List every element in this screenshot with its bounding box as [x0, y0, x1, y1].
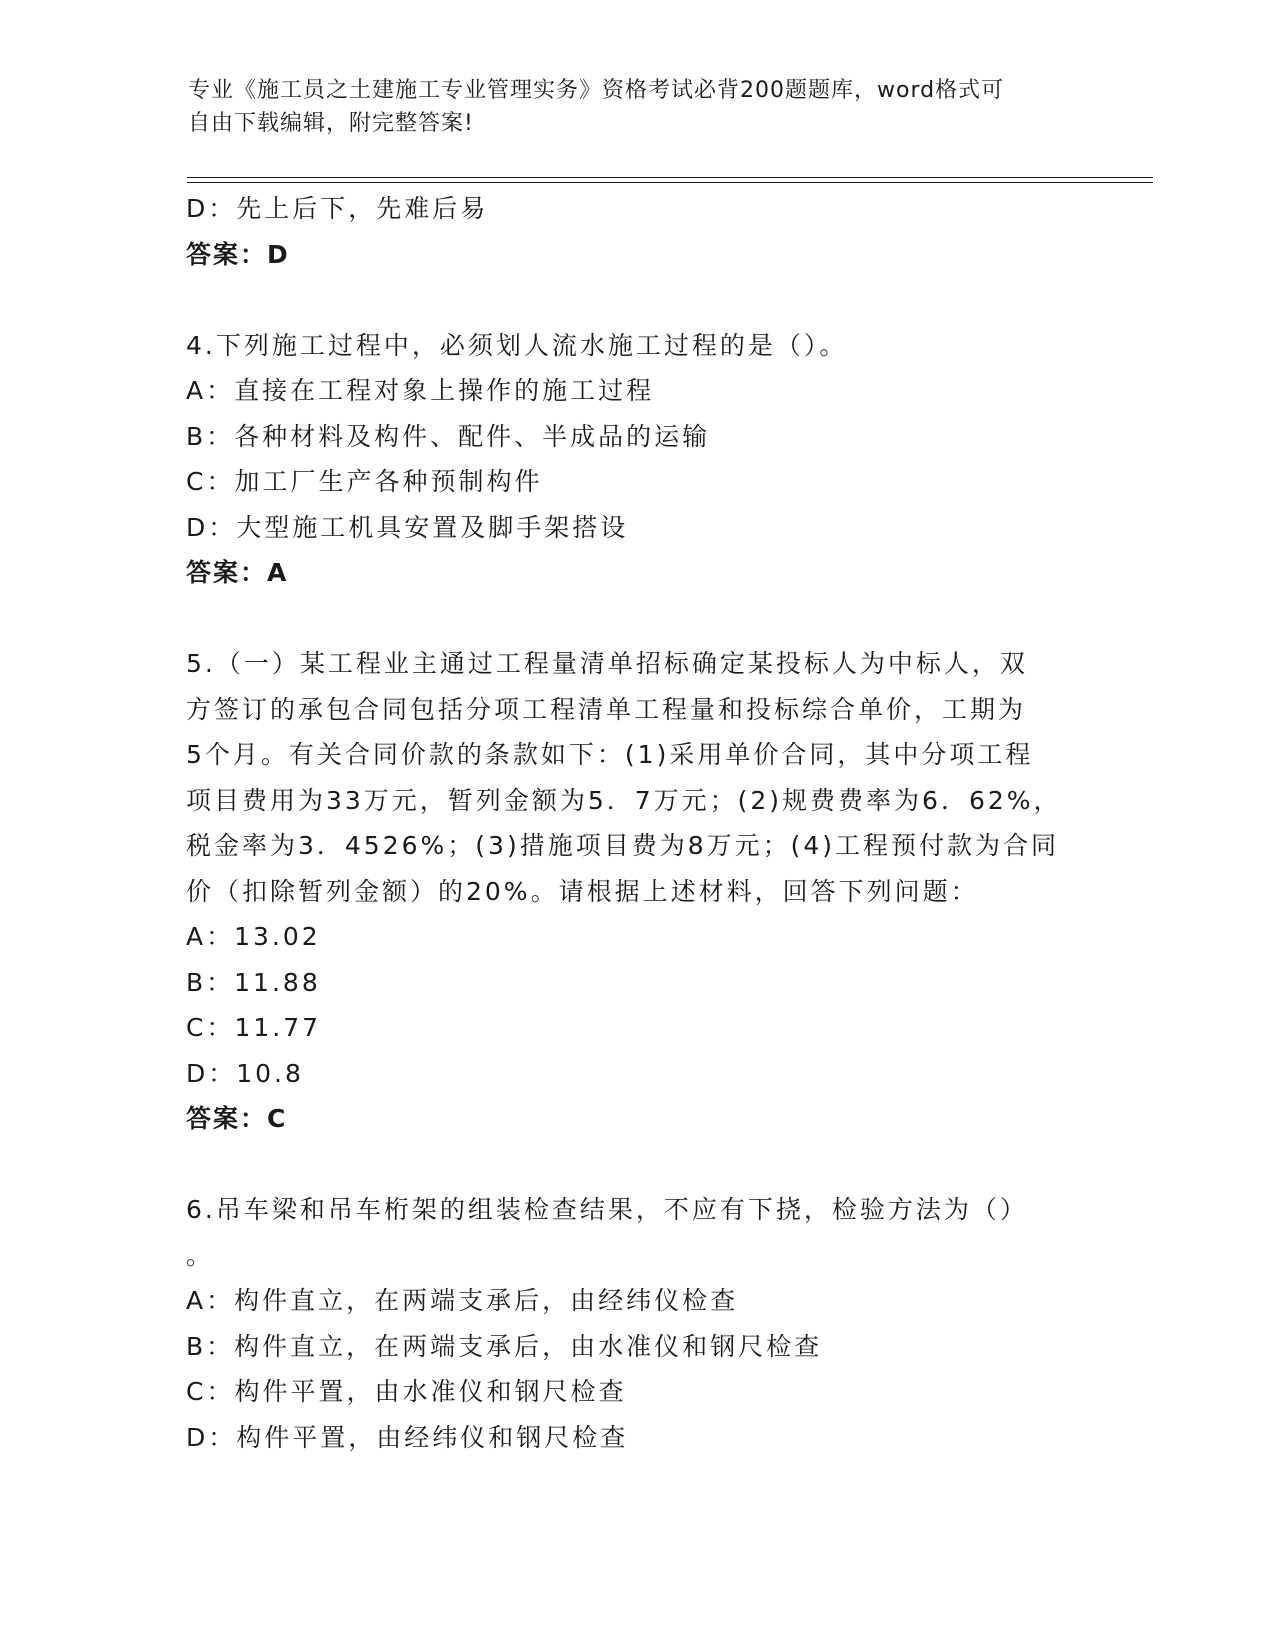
- q4-option-c: C：加工厂生产各种预制构件: [186, 467, 543, 496]
- spacer: [186, 596, 1066, 642]
- header-title-line1: 专业《施工员之土建施工专业管理实务》资格考试必背200题题库，word格式可: [188, 78, 1005, 103]
- spacer: [186, 277, 1066, 323]
- q4-answer: 答案：A: [186, 558, 289, 587]
- q5-stem-line: 5个月。有关合同价款的条款如下：(1)采用单价合同，其中分项工程: [186, 740, 1034, 769]
- q3-answer: 答案：D: [186, 239, 290, 269]
- q5-stem-line: 方签订的承包合同包括分项工程清单工程量和投标综合单价，工期为: [186, 694, 1027, 724]
- q5-stem-line: 税金率为3．4526%；(3)措施项目费为8万元；(4)工程预付款为合同: [186, 831, 1060, 860]
- q6-option-a: A：构件直立，在两端支承后，由经纬仪检查: [186, 1286, 739, 1315]
- q4-option-d: D：大型施工机具安置及脚手架搭设: [186, 512, 629, 542]
- q5-option-a: A：13.02: [186, 922, 321, 951]
- q3-option-d: D：先上后下，先难后易: [186, 194, 489, 223]
- q4-option-a: A：直接在工程对象上操作的施工过程: [186, 376, 655, 405]
- q5-stem-line: 项目费用为33万元，暂列金额为5．7万元；(2)规费费率为6．62%，: [186, 785, 1062, 815]
- q5-option-c: C：11.77: [186, 1013, 322, 1042]
- q5-option-b: B：11.88: [186, 967, 321, 997]
- q5-stem-line: 价（扣除暂列金额）的20%。请根据上述材料，回答下列问题：: [186, 876, 979, 906]
- header-divider-bottom: [187, 182, 1153, 183]
- q4-option-b: B：各种材料及构件、配件、半成品的运输: [186, 421, 711, 451]
- q6-option-d: D：构件平置，由经纬仪和钢尺检查: [186, 1422, 629, 1452]
- question-6: [186, 1187, 1066, 1460]
- question-4: [186, 323, 1066, 596]
- q5-option-d: D：10.8: [186, 1058, 304, 1088]
- q5-stem-line: 5.（一）某工程业主通过工程量清单招标确定某投标人为中标人，双: [186, 649, 1028, 678]
- spacer: [186, 1142, 1066, 1188]
- q6-stem-line1: 6.吊车梁和吊车桁架的组装检查结果，不应有下挠，检验方法为（）: [186, 1195, 1028, 1224]
- q4-stem: 4.下列施工过程中，必须划人流水施工过程的是（）。: [186, 330, 848, 360]
- question-3-tail: [186, 186, 1066, 277]
- q6-stem-line2: 。: [186, 1240, 215, 1270]
- question-list: [186, 186, 1066, 1460]
- question-5: [186, 641, 1066, 1142]
- header-divider-top: [187, 177, 1153, 178]
- q6-option-c: C：构件平置，由水准仪和钢尺检查: [186, 1377, 627, 1406]
- page-header: [188, 74, 1068, 140]
- q6-option-b: B：构件直立，在两端支承后，由水准仪和钢尺检查: [186, 1331, 823, 1361]
- q5-answer: 答案：C: [186, 1104, 288, 1133]
- header-title-line2: 自由下载编辑，附完整答案!: [188, 111, 474, 136]
